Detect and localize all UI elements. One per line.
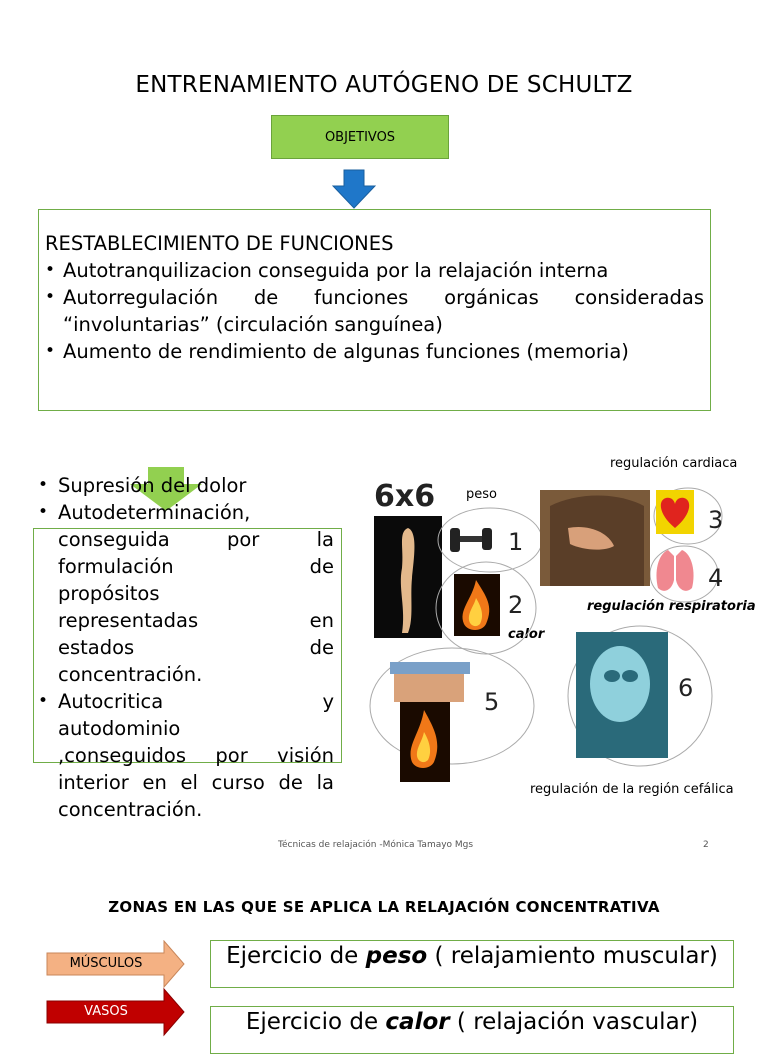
objectives-text [45,230,704,365]
svg-text:5: 5 [484,688,500,716]
text-line: concentración. [58,798,203,821]
objectives-heading: RESTABLECIMIENTO DE FUNCIONES [45,232,394,255]
label-regulacion-respiratoria: regulación respiratoria [587,599,756,614]
dumbbell-icon [450,528,492,552]
text-line: conseguida por la [58,528,334,551]
label-6x6: 6x6 [374,479,436,514]
svg-text:3: 3 [708,506,724,534]
svg-text:4: 4 [708,564,724,592]
text-line: representadas en [58,609,334,632]
text-line: • Autocritica y [58,690,334,713]
label-regulacion-cardiaca: regulación cardiaca [610,456,738,471]
text-line: estados de [58,636,334,659]
text-line: ,conseguidos por visión [58,744,334,767]
objetivos-box: OBJETIVOS [271,115,449,159]
objective-item [38,499,334,688]
objective-item: • Supresión del dolor [38,472,334,499]
lungs-icon [656,550,693,591]
exercise-peso-box: Ejercicio de peso ( relajamiento muscular) [210,940,734,988]
zonas-title: ZONAS EN LAS QUE SE APLICA LA RELAJACIÓN CONCENTRATIVA [108,898,660,916]
vasos-label: VASOS [84,1004,128,1019]
label-peso: peso [466,487,497,502]
objective-item: • Aumento de rendimiento de algunas funciones (memoria) [45,338,704,365]
down-arrow-icon [332,169,376,209]
svg-text:6: 6 [678,674,694,702]
objective-item [38,688,334,823]
label-regulacion-cefalica: regulación de la región cefálica [530,782,734,797]
text-line: formulación de [58,555,334,578]
exercise-calor-box: Ejercicio de calor ( relajación vascular) [210,1006,734,1054]
text-line: concentración. [58,663,203,686]
label-calor: calor [508,627,545,642]
footer-text: Técnicas de relajación -Mónica Tamayo Mgs [278,840,474,850]
text-line: propósitos [58,582,160,605]
objective-item: • Autorregulación de funciones orgánicas consideradas “involuntarias” (circulación sanguínea) [45,284,704,338]
svg-text:1: 1 [508,528,524,556]
page-number: 2 [703,840,709,850]
musculos-label: MÚSCULOS [69,956,143,971]
text-line: • Autodeterminación, [58,501,251,524]
objective-item: • Autotranquilizacion conseguida por la relajación interna [45,257,704,284]
second-objectives-text [38,472,334,823]
slide-title: ENTRENAMIENTO AUTÓGENO DE SCHULTZ [135,72,633,98]
text-line: interior en el curso de la [58,771,334,794]
text-line: autodominio [58,717,181,740]
relaxation-figure [368,448,768,808]
svg-text:2: 2 [508,591,524,619]
